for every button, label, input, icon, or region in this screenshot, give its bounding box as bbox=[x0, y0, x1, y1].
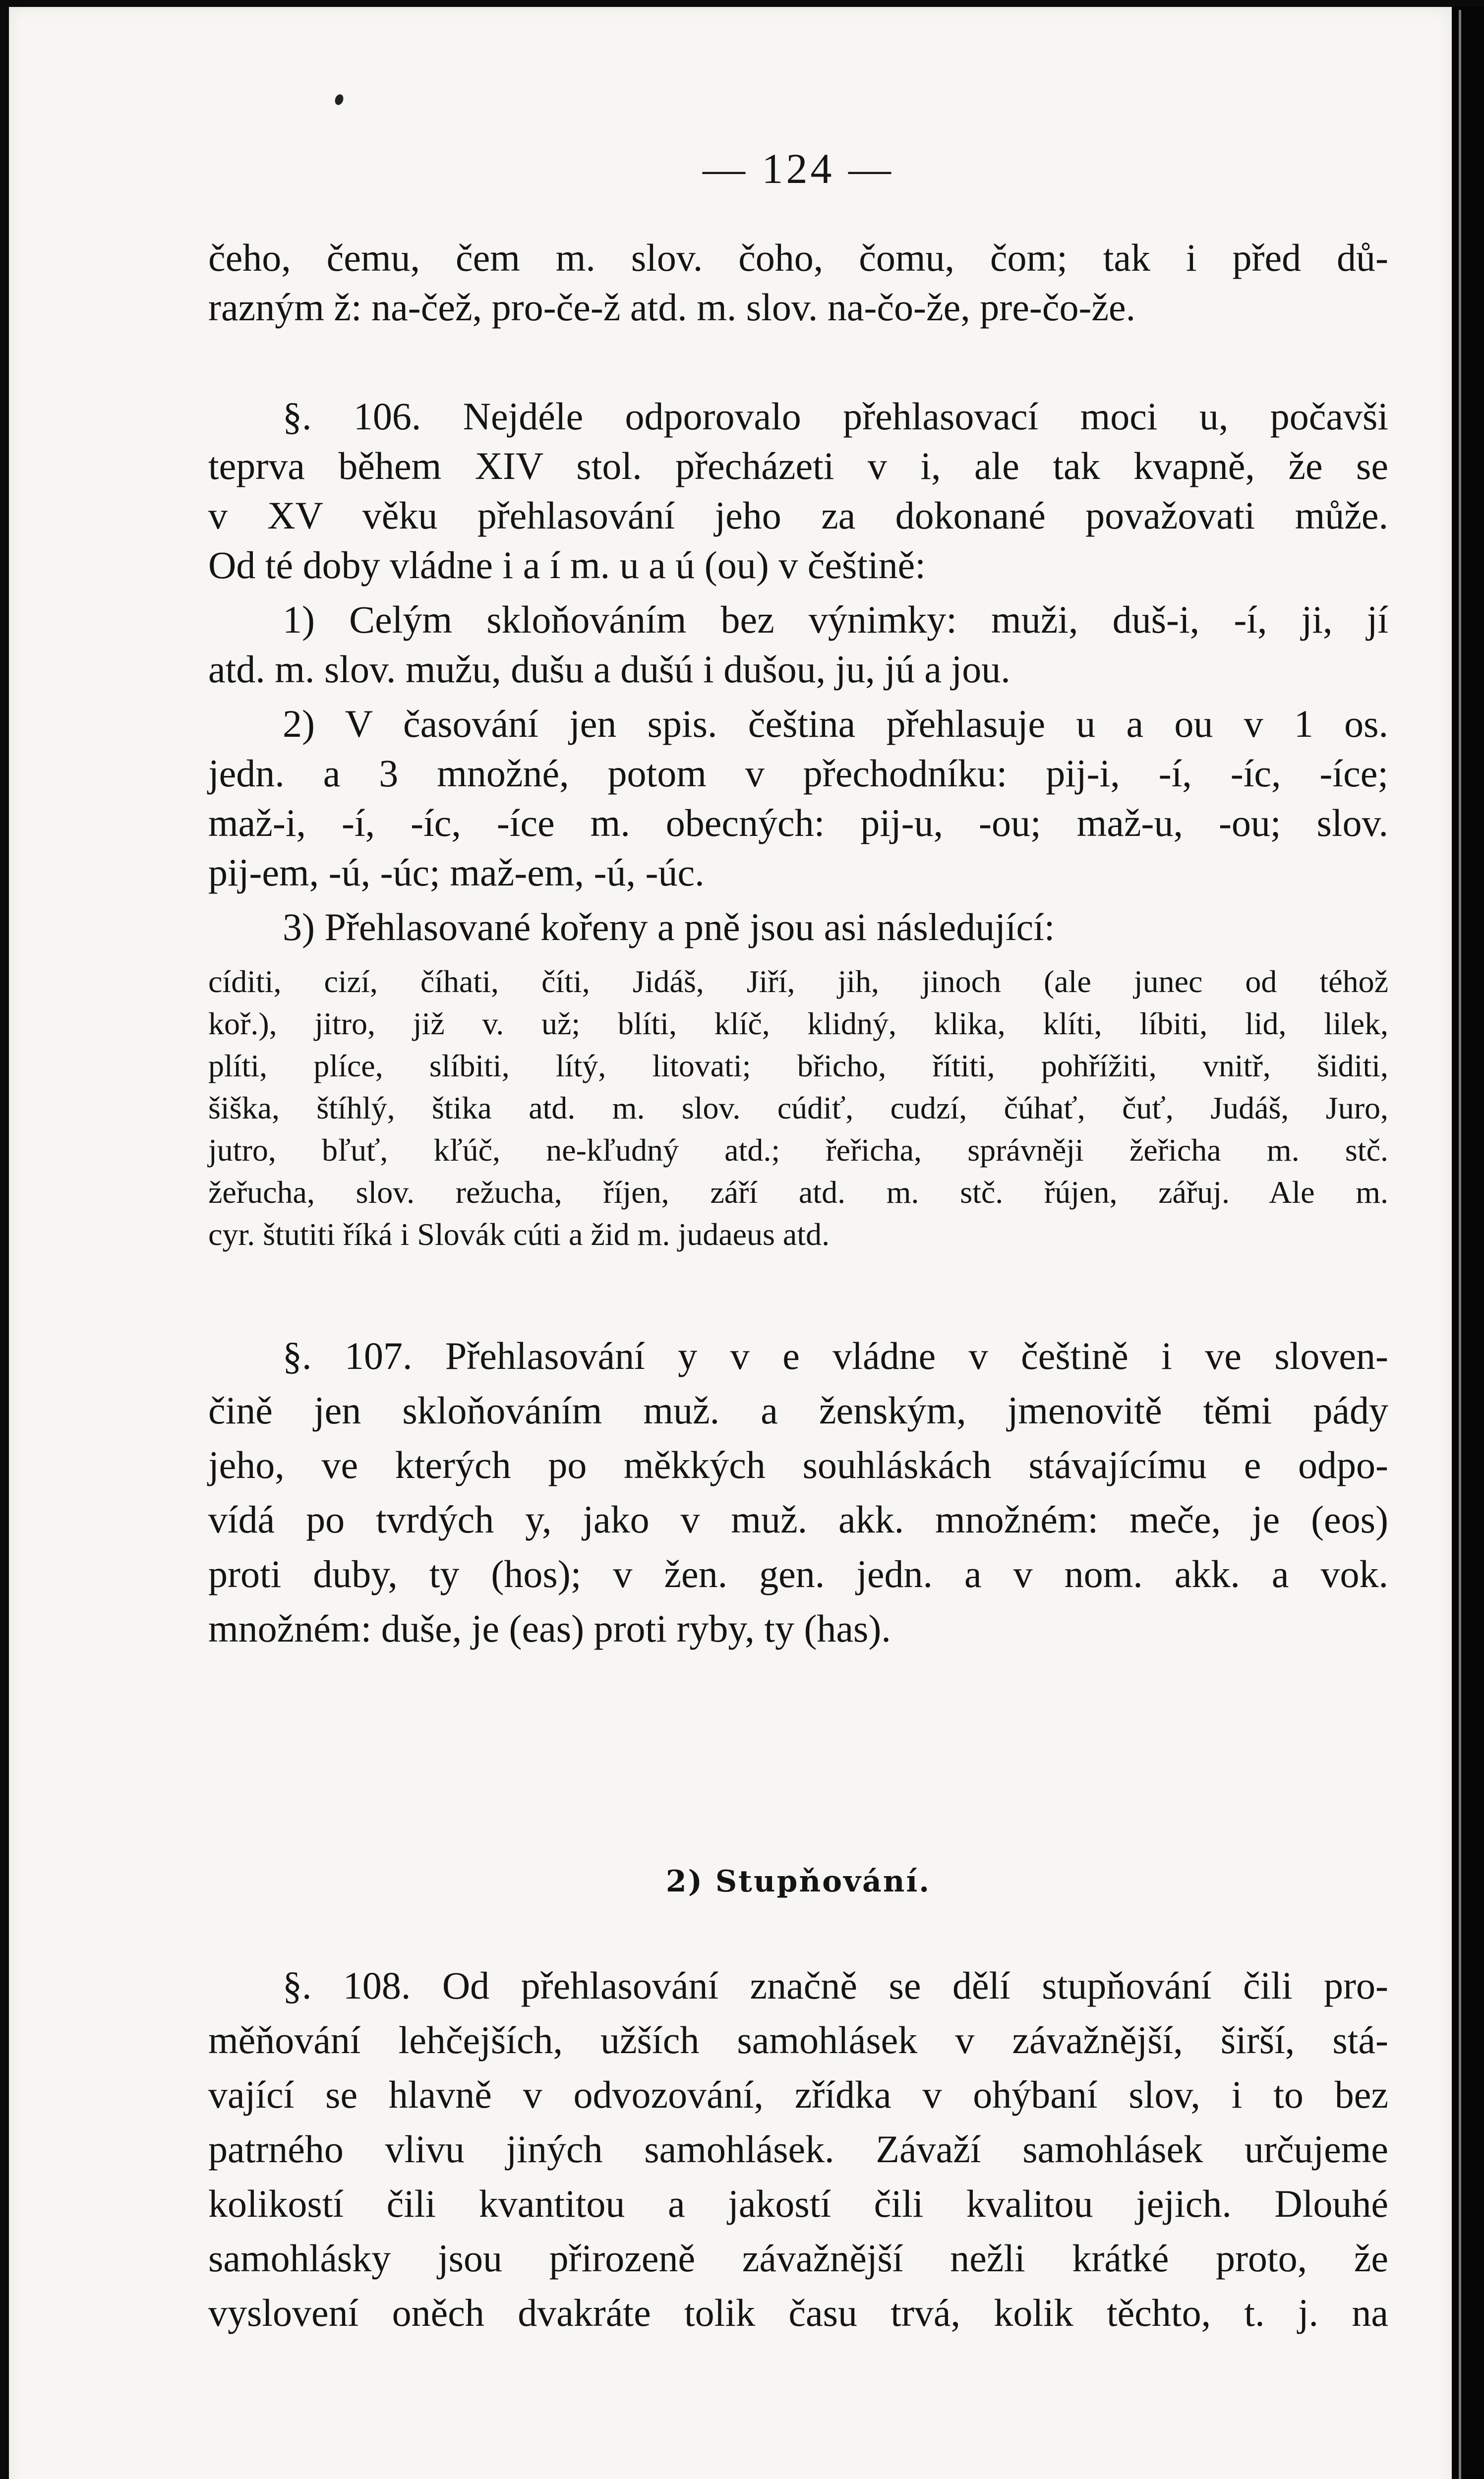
text-line: samohlásky jsou přirozeně závažnější nežli krátké proto, že bbox=[208, 2237, 1388, 2280]
text-line: razným ž: na-čež, pro-če-ž atd. m. slov. na-čo-že, pre-čo-že. bbox=[208, 286, 1136, 329]
text-line: pij-em, -ú, -úc; maž-em, -ú, -úc. bbox=[208, 851, 705, 894]
word-list-line: plíti, plíce, slíbiti, lítý, litovati; břicho, řítiti, pohřížiti, vnitř, šiditi, bbox=[208, 1048, 1388, 1083]
text-line: proti duby, ty (hos); v žen. gen. jedn. a v nom. akk. a vok. bbox=[208, 1552, 1388, 1595]
text-line: množném: duše, je (eas) proti ryby, ty (has). bbox=[208, 1607, 891, 1650]
text-line: jeho, ve kterých po měkkých souhláskách stávajícímu e odpo- bbox=[208, 1443, 1388, 1486]
word-list-line: cyr. štutiti říká i Slovák cúti a žid m. judaeus atd. bbox=[208, 1217, 830, 1252]
text-line: v XV věku přehlasování jeho za dokonané považovati může. bbox=[208, 494, 1388, 537]
list-item-2: 2) V časování jen spis. čeština přehlasuje u a ou v 1 os. bbox=[283, 702, 1388, 745]
text-line: vyslovení oněch dvakráte tolik času trvá, kolik těchto, t. j. na bbox=[208, 2291, 1388, 2334]
list-item-3: 3) Přehlasované kořeny a pně jsou asi následující: bbox=[283, 905, 1055, 948]
word-list-line: žeřucha, slov. režucha, říjen, září atd. m. stč. řújen, zářuj. Ale m. bbox=[208, 1175, 1388, 1210]
text-line: Od té doby vládne i a í m. u a ú (ou) v češtině: bbox=[208, 543, 926, 587]
word-list-line: cíditi, cizí, číhati, číti, Jidáš, Jiří, jih, jinoch (ale junec od téhož bbox=[208, 964, 1388, 999]
list-item-1: 1) Celým skloňováním bez výnimky: muži, duš-i, -í, ji, jí bbox=[283, 598, 1388, 641]
scan-edge bbox=[1452, 7, 1484, 2479]
paragraph-108-start: §. 108. Od přehlasování značně se dělí stupňování čili pro- bbox=[283, 1964, 1388, 2007]
text-line: vídá po tvrdých y, jako v muž. akk. množném: meče, je (eos) bbox=[208, 1498, 1388, 1541]
text-line: jedn. a 3 množné, potom v přechodníku: pij-i, -í, -íc, -íce; bbox=[208, 752, 1388, 795]
text-line: kolikostí čili kvantitou a jakostí čili kvalitou jejich. Dlouhé bbox=[208, 2182, 1388, 2225]
text-line: atd. m. slov. mužu, dušu a dušú i dušou, ju, jú a jou. bbox=[208, 648, 1010, 691]
scan-edge-line bbox=[1459, 10, 1461, 2479]
text-line: maž-i, -í, -íc, -íce m. obecných: pij-u, -ou; maž-u, -ou; slov. bbox=[208, 801, 1388, 844]
text-line: teprva během XIV stol. přecházeti v i, ale tak kvapně, že se bbox=[208, 444, 1388, 487]
paragraph-106-start: §. 106. Nejdéle odporovalo přehlasovací moci u, počavši bbox=[283, 395, 1388, 438]
word-list-line: koř.), jitro, již v. už; blíti, klíč, klidný, klika, klíti, líbiti, lid, lilek, bbox=[208, 1006, 1388, 1041]
text-line: čině jen skloňováním muž. a ženským, jmenovitě těmi pády bbox=[208, 1389, 1388, 1432]
word-list-line: šiška, štíhlý, štika atd. m. slov. cúdiť, cudzí, čúhať, čuť, Judáš, Juro, bbox=[208, 1090, 1388, 1125]
word-list-line: jutro, bľuť, kľúč, ne-kľudný atd.; řeřicha, správněji žeřicha m. stč. bbox=[208, 1132, 1388, 1168]
text-line: vající se hlavně v odvozování, zřídka v ohýbaní slov, i to bez bbox=[208, 2073, 1388, 2116]
page-number: — 124 — bbox=[703, 145, 894, 192]
paragraph-107-start: §. 107. Přehlasování y v e vládne v češtině i ve sloven- bbox=[283, 1334, 1388, 1377]
text-line: měňování lehčejších, užších samohlásek v závažnější, širší, stá- bbox=[208, 2018, 1388, 2062]
text-line: čeho, čemu, čem m. slov. čoho, čomu, čom; tak i před dů- bbox=[208, 236, 1388, 279]
text-line: patrného vlivu jiných samohlásek. Závaží samohlásek určujeme bbox=[208, 2127, 1388, 2171]
section-heading: 2) Stupňování. bbox=[665, 1864, 931, 1899]
